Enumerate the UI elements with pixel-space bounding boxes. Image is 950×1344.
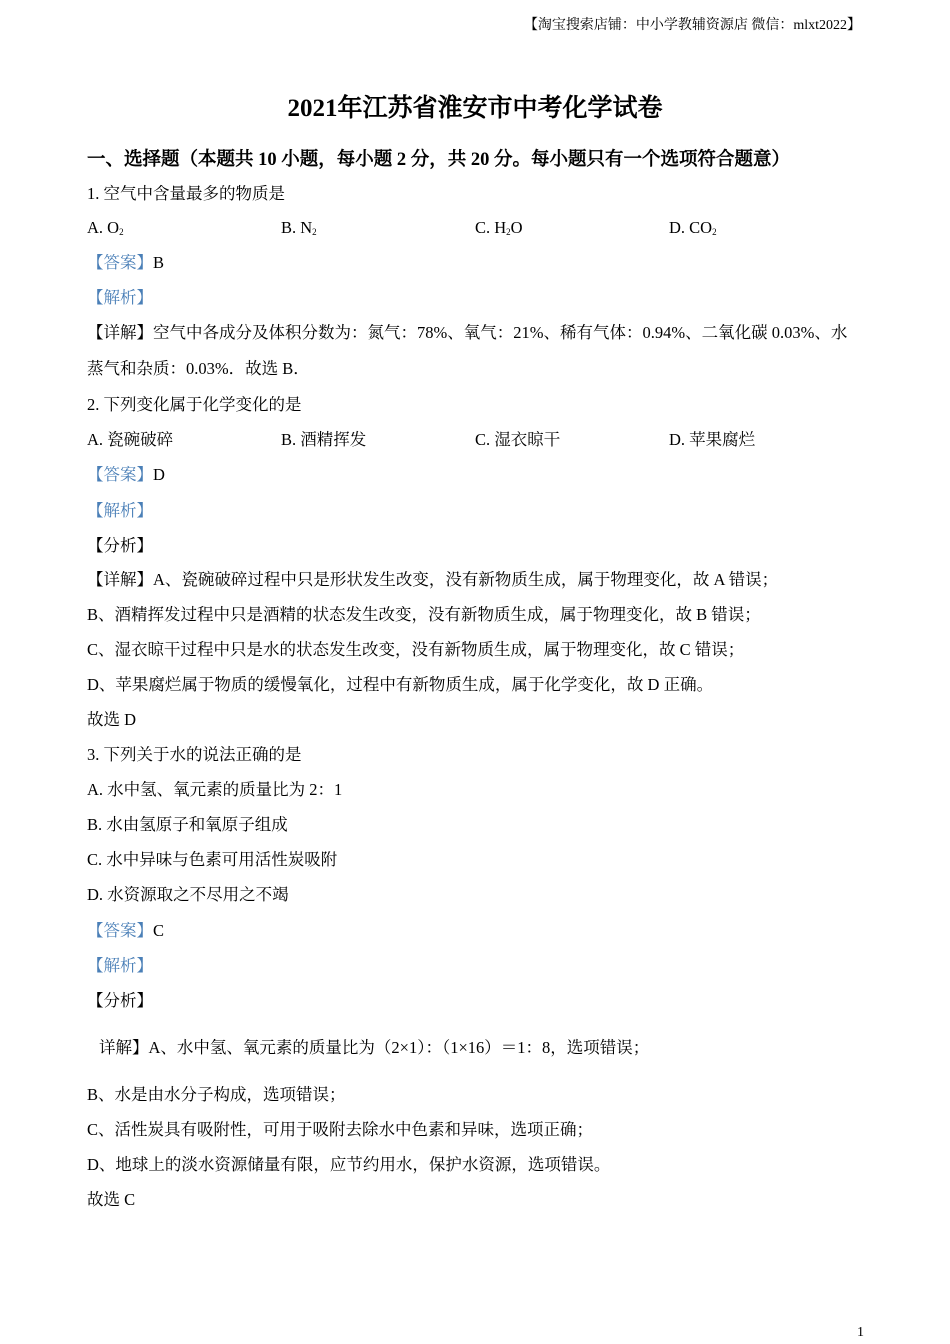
q1-detail-line-1: 【详解】空气中各成分及体积分数为：氮气：78%、氧气：21%、稀有气体：0.94%、二氧化碳 0.03%、水 <box>87 323 848 342</box>
q2-conclusion: 故选 D <box>87 710 137 729</box>
q2-option-b: B. 酒精挥发 <box>281 430 367 449</box>
q3-detail-line-4: D、地球上的淡水资源储量有限，应节约用水，保护水资源，选项错误。 <box>87 1155 611 1174</box>
page-title: 2021年江苏省淮安市中考化学试卷 <box>287 95 663 122</box>
answer-label: 【答案】 <box>87 465 153 484</box>
q3-analysis-label: 【解析】 <box>87 956 153 975</box>
q3-detail-line-1: 详解】A、水中氢、氧元素的质量比为（2×1）：（1×16）＝1：8，选项错误； <box>99 1038 650 1057</box>
q2-answer: 【答案】D <box>87 465 165 484</box>
q2-fenxi-label: 【分析】 <box>87 536 153 555</box>
q1-analysis-label: 【解析】 <box>87 288 153 307</box>
q1-option-c: C. $H_2O$ <box>475 218 523 237</box>
q2-detail-line-3: C、湿衣晾干过程中只是水的状态发生改变，没有新物质生成，属于物理变化，故 C 错误； <box>87 640 745 659</box>
q3-answer: 【答案】C <box>87 921 165 940</box>
q2-option-a: A. 瓷碗破碎 <box>87 430 174 449</box>
question-3-stem: 3. 下列关于水的说法正确的是 <box>87 745 302 764</box>
q2-option-d: D. 苹果腐烂 <box>669 430 756 449</box>
q1-option-b: B. $N_2$ <box>281 218 317 237</box>
q1-option-a: A. $O_2$ <box>87 218 124 237</box>
q2-detail-line-4: D、苹果腐烂属于物质的缓慢氧化，过程中有新物质生成，属于化学变化，故 D 正确。 <box>87 675 714 694</box>
q3-option-d: D. 水资源取之不尽用之不竭 <box>87 885 289 904</box>
answer-label: 【答案】 <box>87 921 153 940</box>
q3-detail-line-2: B、水是由水分子构成，选项错误； <box>87 1085 346 1104</box>
q3-option-c: C. 水中异味与色素可用活性炭吸附 <box>87 850 338 869</box>
q3-option-a: A. 水中氢、氧元素的质量比为 2：1 <box>87 780 343 799</box>
q2-detail-line-2: B、酒精挥发过程中只是酒精的状态发生改变，没有新物质生成，属于物理变化，故 B 错误； <box>87 605 761 624</box>
q3-fenxi-label: 【分析】 <box>87 991 153 1010</box>
q3-conclusion: 故选 C <box>87 1190 136 1209</box>
q2-analysis-label: 【解析】 <box>87 501 153 520</box>
header-note: 【淘宝搜索店铺：中小学教辅资源店 微信：mlxt2022】 <box>523 18 861 33</box>
question-2-stem: 2. 下列变化属于化学变化的是 <box>87 395 302 414</box>
q2-option-c: C. 湿衣晾干 <box>475 430 561 449</box>
q2-detail-line-1: 【详解】A、瓷碗破碎过程中只是形状发生改变，没有新物质生成，属于物理变化，故 A 错误； <box>87 570 779 589</box>
q3-option-b: B. 水由氢原子和氧原子组成 <box>87 815 288 834</box>
question-1-stem: 1. 空气中含量最多的物质是 <box>87 184 285 203</box>
q1-answer: 【答案】B <box>87 253 165 272</box>
page-number: 1 <box>857 1325 864 1340</box>
q3-detail-line-3: C、活性炭具有吸附性，可用于吸附去除水中色素和异味，选项正确； <box>87 1120 594 1139</box>
q1-detail-line-2: 蒸气和杂质：0.03%．故选 B． <box>87 359 310 378</box>
q1-option-d: D. $CO_2$ <box>669 218 717 237</box>
section-heading: 一、选择题（本题共 10 小题，每小题 2 分，共 20 分。每小题只有一个选项符合题意） <box>87 150 791 170</box>
answer-label: 【答案】 <box>87 253 153 272</box>
